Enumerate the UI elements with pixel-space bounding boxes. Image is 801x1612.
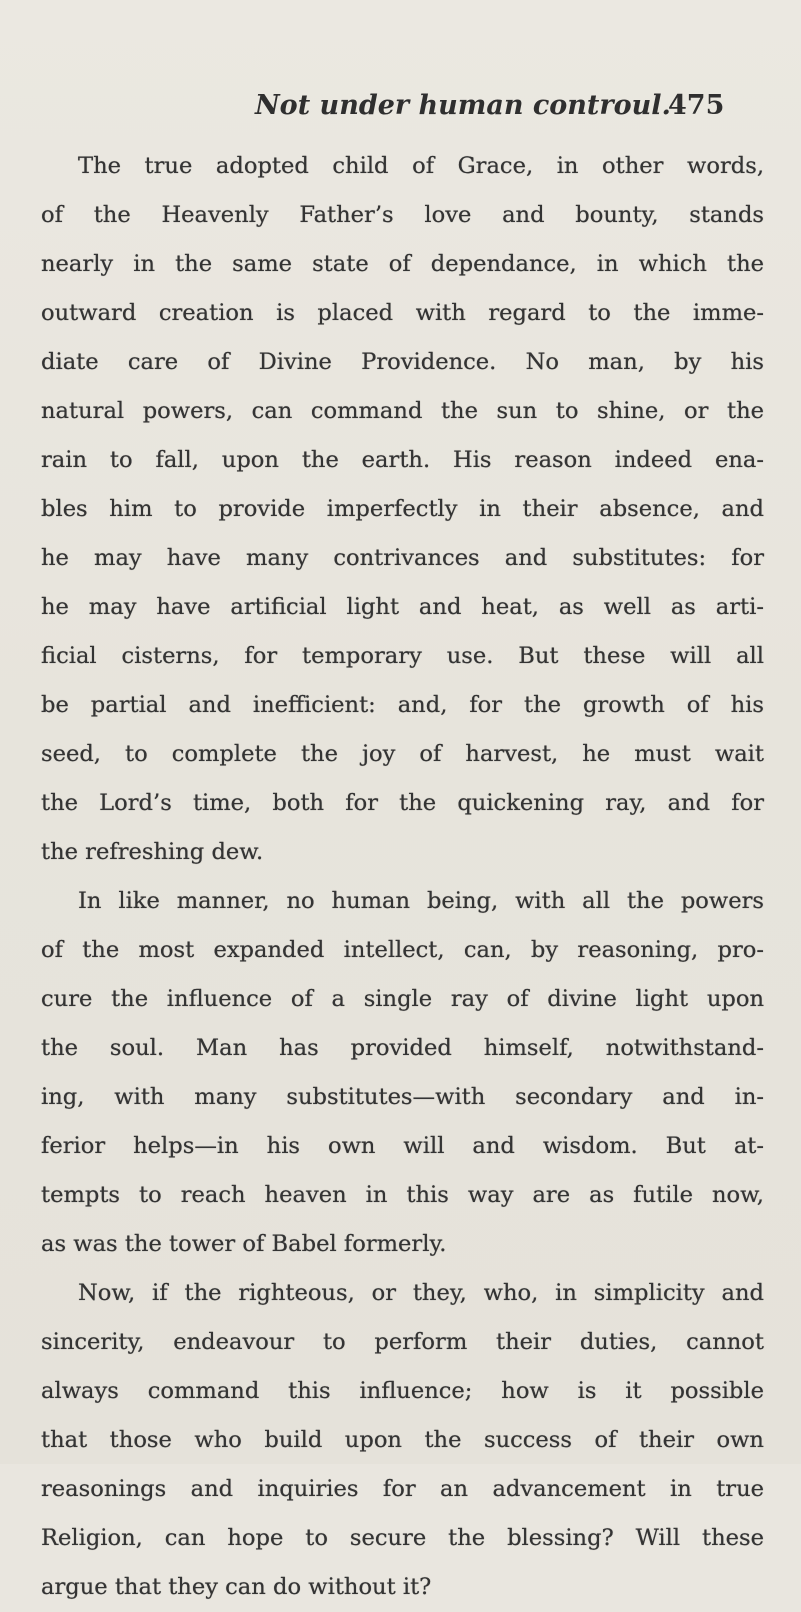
text-line: sincerity, endeavour to perform their duties, cannot: [41, 1329, 764, 1355]
text-line: reasonings and inquiries for an advancement in true: [41, 1476, 764, 1502]
text-line: nearly in the same state of dependance, in which the: [41, 251, 764, 277]
text-line: natural powers, can command the sun to shine, or the: [41, 398, 764, 424]
page-header: [0, 90, 801, 140]
paragraph-2: [41, 877, 764, 1269]
paragraph-3: [41, 1269, 764, 1612]
text-line: as was the tower of Babel formerly.: [41, 1231, 447, 1257]
text-line: diate care of Divine Providence. No man, by his: [41, 349, 764, 375]
text-line: ing, with many substitutes—with secondary and in-: [41, 1084, 764, 1110]
running-head: Not under human controul.: [255, 90, 671, 121]
text-line: he may have many contrivances and substitutes: for: [41, 545, 764, 571]
text-line: the refreshing dew.: [41, 839, 264, 865]
text-line: outward creation is placed with regard to the imme-: [41, 300, 764, 326]
text-line: bles him to provide imperfectly in their absence, and: [41, 496, 764, 522]
text-line: he may have artificial light and heat, as well as arti-: [41, 594, 764, 620]
text-line: be partial and inefficient: and, for the growth of his: [41, 692, 764, 718]
page-number: 475: [668, 90, 725, 121]
body-text: [41, 142, 764, 1612]
text-line: The true adopted child of Grace, in other words,: [78, 153, 764, 179]
text-line: of the most expanded intellect, can, by reasoning, pro-: [41, 937, 764, 963]
text-line: the soul. Man has provided himself, notwithstand-: [41, 1035, 764, 1061]
text-line: ficial cisterns, for temporary use. But these will all: [41, 643, 764, 669]
text-line: always command this influence; how is it possible: [41, 1378, 764, 1404]
text-line: ferior helps—in his own will and wisdom. But at-: [41, 1133, 764, 1159]
text-line: that those who build upon the success of their own: [41, 1427, 764, 1453]
paragraph-1: [41, 142, 764, 877]
text-line: rain to fall, upon the earth. His reason indeed ena-: [41, 447, 764, 473]
text-line: In like manner, no human being, with all the powers: [78, 888, 764, 914]
text-line: argue that they can do without it?: [41, 1574, 432, 1600]
text-line: seed, to complete the joy of harvest, he must wait: [41, 741, 764, 767]
text-line: of the Heavenly Father’s love and bounty, stands: [41, 202, 764, 228]
text-line: tempts to reach heaven in this way are as futile now,: [41, 1182, 764, 1208]
text-line: Now, if the righteous, or they, who, in simplicity and: [78, 1280, 764, 1306]
text-line: Religion, can hope to secure the blessing? Will these: [41, 1525, 764, 1551]
text-line: cure the influence of a single ray of divine light upon: [41, 986, 764, 1012]
text-line: the Lord’s time, both for the quickening ray, and for: [41, 790, 764, 816]
